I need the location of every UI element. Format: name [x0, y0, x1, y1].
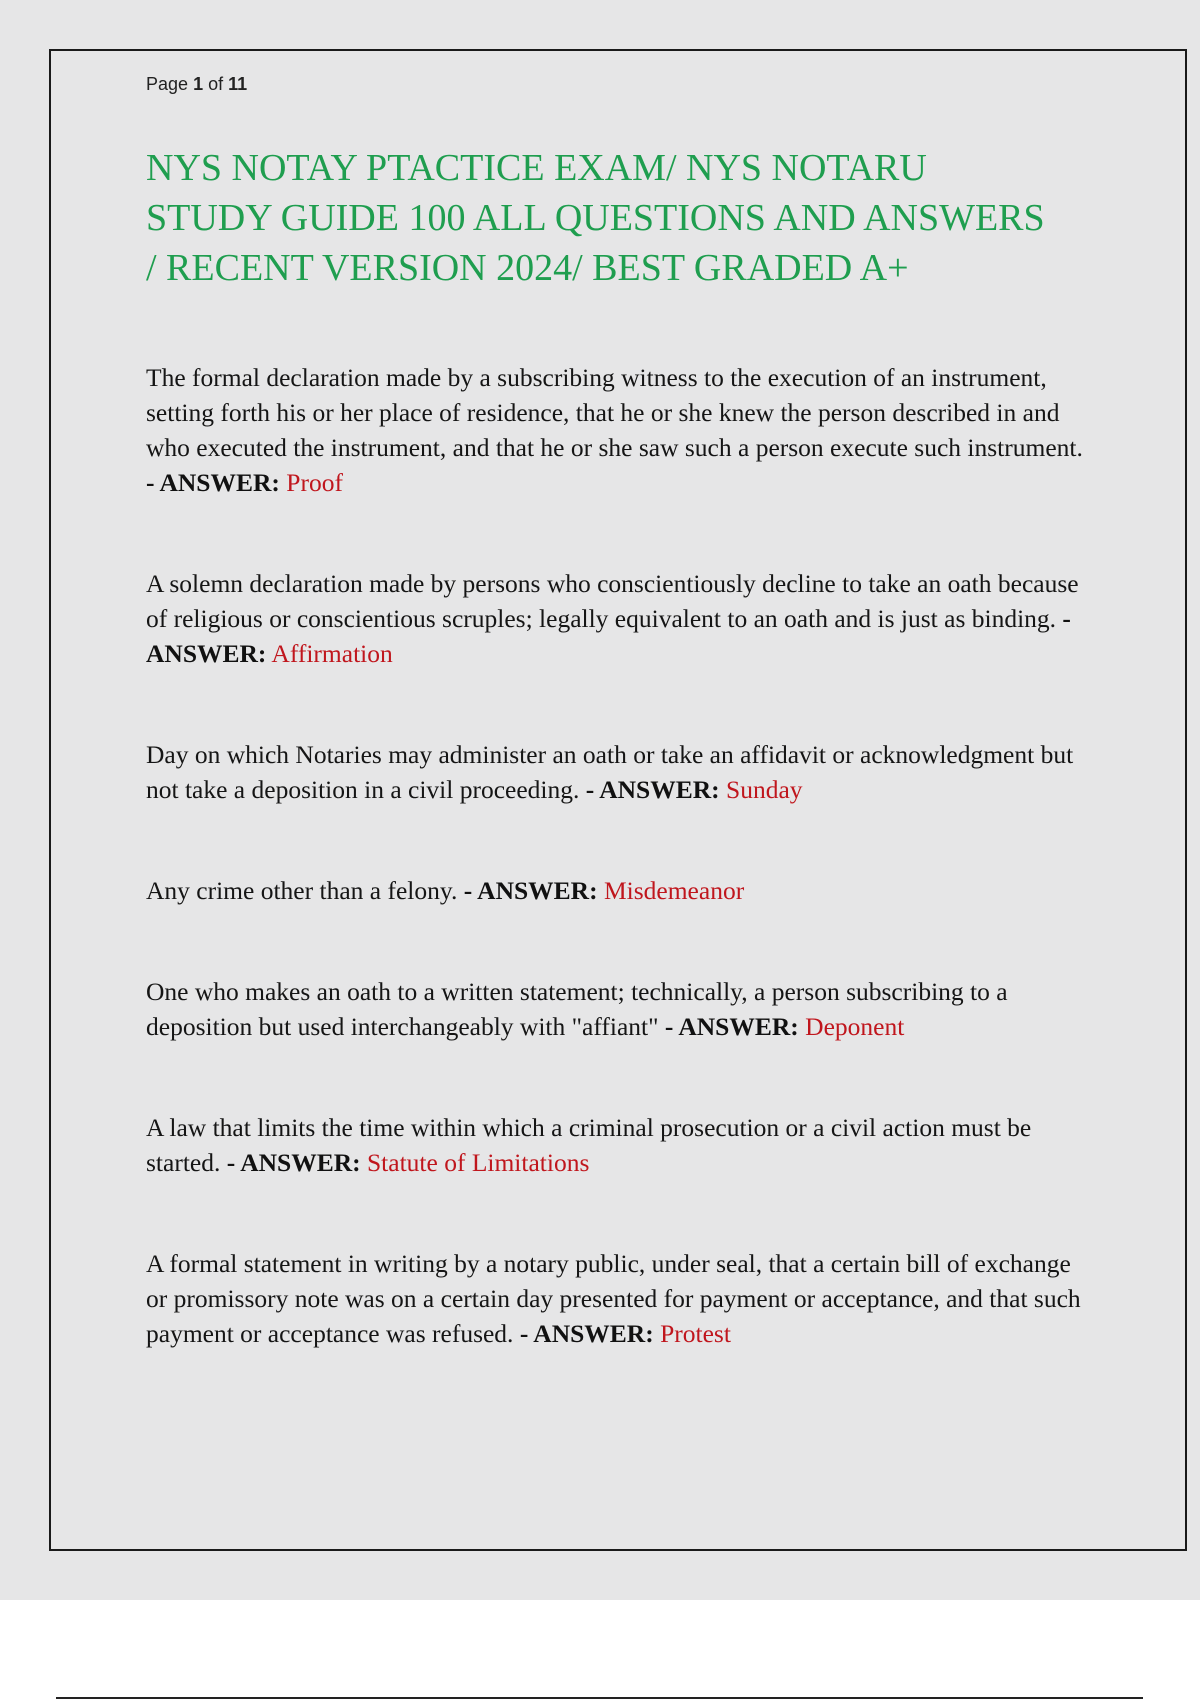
total-pages-number: 11: [228, 74, 248, 94]
answer-marker: - ANSWER:: [664, 1012, 799, 1041]
answer-text: Affirmation: [271, 639, 393, 668]
question-text: Any crime other than a felony.: [146, 876, 458, 905]
answer-marker: - ANSWER:: [146, 468, 280, 497]
answer-text: Proof: [286, 468, 343, 497]
question-text: One who makes an oath to a written statement; technically, a person subscribing to a deposition but used interchangeably with "affiant": [146, 977, 1008, 1041]
question-text: Day on which Notaries may administer an oath or take an affidavit or acknowledgment but not take a deposition in a civil proceeding.: [146, 740, 1074, 804]
answer-text: Statute of Limitations: [367, 1148, 590, 1177]
answer-marker: - ANSWER:: [585, 775, 720, 804]
answer-text: Sunday: [726, 775, 803, 804]
footer-divider: [56, 1697, 1143, 1699]
page-label: Page: [146, 74, 189, 94]
current-page-number: 1: [193, 74, 204, 94]
page-number: [146, 74, 247, 95]
question-text: A formal statement in writing by a notary public, under seal, that a certain bill of exchange or promissory note was on a certain day presented for payment or acceptance, and that such payment or acceptance was refused.: [146, 1249, 1081, 1348]
question-text: A solemn declaration made by persons who conscientiously decline to take an oath because of religious or conscientious scruples; legally equivalent to an oath and is just as binding.: [146, 569, 1079, 633]
question-text: A law that limits the time within which a criminal prosecution or a civil action must be started.: [146, 1113, 1032, 1177]
answer-text: Protest: [660, 1319, 731, 1348]
question-text: The formal declaration made by a subscribing witness to the execution of an instrument, setting forth his or her place of residence, that he or she knew the person described in and who executed the instrument, and that he or she saw such a person execute such instrument.: [146, 363, 1083, 462]
answer-text: Deponent: [805, 1012, 905, 1041]
answer-marker: - ANSWER:: [463, 876, 598, 905]
answer-marker: - ANSWER:: [146, 604, 1071, 668]
qa-item: [146, 974, 1096, 1044]
qa-item: [146, 566, 1096, 671]
answer-marker: - ANSWER:: [519, 1319, 654, 1348]
document-title: NYS NOTAY PTACTICE EXAM/ NYS NOTARU STUDY GUIDE 100 ALL QUESTIONS AND ANSWERS / RECENT VERSION 2024/ BEST GRADED A+: [146, 147, 1045, 289]
qa-item: [146, 737, 1096, 807]
qa-item: [146, 360, 1096, 500]
answer-marker: - ANSWER:: [226, 1148, 361, 1177]
answer-text: Misdemeanor: [603, 876, 745, 905]
question-answer-list: [146, 360, 1096, 1351]
qa-item: [146, 1110, 1096, 1180]
qa-item: [146, 1246, 1096, 1351]
page-of-label: of: [208, 74, 224, 94]
qa-item: [146, 873, 1096, 908]
